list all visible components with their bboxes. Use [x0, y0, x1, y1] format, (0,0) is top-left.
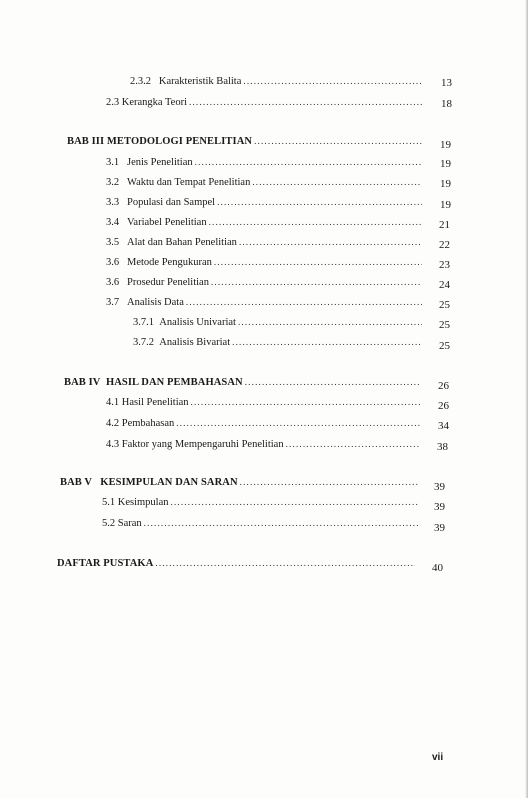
dot-leader: [243, 75, 423, 88]
toc-page-number: 21: [439, 219, 450, 231]
toc-number: BAB III: [67, 136, 105, 147]
toc-page-number: 22: [439, 239, 450, 251]
toc-title: Analisis Data: [127, 297, 184, 308]
dot-leader: [217, 196, 422, 209]
toc-entry-2-3: [106, 96, 423, 109]
toc-title: Karakteristik Balita: [158, 76, 242, 87]
toc-title: Analisis Bivariat: [159, 337, 231, 348]
toc-page-number: 38: [437, 441, 448, 453]
dot-leader: [211, 276, 422, 289]
toc-title: Kesimpulan: [117, 497, 169, 508]
toc-title: Pembahasan: [121, 418, 175, 429]
toc-title: Saran: [117, 518, 142, 529]
toc-page-number: 26: [438, 400, 449, 412]
dot-leader: [232, 336, 422, 349]
toc-chapter-bab-v: [60, 476, 418, 489]
toc-title: Populasi dan Sampel: [127, 197, 216, 208]
toc-title: Prosedur Penelitian: [127, 277, 209, 288]
toc-title: DAFTAR PUSTAKA: [57, 558, 154, 569]
toc-entry-4-2: [106, 417, 420, 430]
toc-page-number: 40: [432, 562, 443, 574]
toc-entry-3-7: [106, 296, 422, 309]
page-footer-number: vii: [432, 752, 444, 763]
toc-number: 2.3.2: [130, 76, 151, 87]
toc-page-number: 26: [438, 380, 449, 392]
toc-number: 4.3: [106, 439, 120, 450]
dot-leader: [189, 96, 423, 109]
toc-page-number: 25: [439, 340, 450, 352]
toc-page-number: 25: [439, 319, 450, 331]
toc-entry-3-4: [106, 216, 422, 229]
toc-number: 3.5: [106, 237, 120, 248]
toc-page-number: 34: [438, 420, 449, 432]
toc-number: 4.1: [106, 397, 120, 408]
toc-entry-3-3: [106, 196, 422, 209]
dot-leader: [214, 256, 422, 269]
dot-leader: [144, 517, 418, 530]
toc-title: Hasil Penelitian: [121, 397, 189, 408]
toc-number: 3.2: [106, 177, 120, 188]
dot-leader: [209, 216, 422, 229]
toc-entry-2-3-2: [130, 75, 423, 88]
dot-leader: [239, 236, 422, 249]
toc-page-number: 23: [439, 259, 450, 271]
dot-leader: [245, 376, 420, 389]
toc-number: 2.3: [106, 97, 120, 108]
toc-number: 3.3: [106, 197, 120, 208]
dot-leader: [191, 396, 420, 409]
dot-leader: [186, 296, 422, 309]
dot-leader: [176, 417, 420, 430]
toc-title: Jenis Penelitian: [127, 157, 193, 168]
dot-leader: [240, 476, 418, 489]
toc-chapter-bab-iii: [67, 135, 422, 148]
toc-title: HASIL DAN PEMBAHASAN: [105, 377, 243, 388]
toc-entry-3-7-2: [133, 336, 422, 349]
toc-number: 5.2: [102, 518, 116, 529]
toc-title: Metode Pengukuran: [127, 257, 212, 268]
toc-page-number: 39: [434, 522, 445, 534]
dot-leader: [195, 156, 422, 169]
toc-title: Kerangka Teori: [121, 97, 188, 108]
toc-number: 3.7.1: [133, 317, 154, 328]
toc-number: 3.4: [106, 217, 120, 228]
toc-chapter-daftar-pustaka: [57, 557, 415, 570]
toc-number: 3.1: [106, 157, 120, 168]
toc-page-number: 19: [440, 139, 451, 151]
toc-entry-4-1: [106, 396, 420, 409]
dot-leader: [286, 438, 420, 451]
toc-number: BAB V: [60, 477, 93, 488]
toc-title: Faktor yang Mempengaruhi Penelitian: [121, 439, 284, 450]
toc-title: Analisis Univariat: [159, 317, 236, 328]
toc-number: 3.6: [106, 277, 120, 288]
toc-number: 5.1: [102, 497, 116, 508]
toc-page-number: 39: [434, 481, 445, 493]
toc-page-number: 13: [441, 77, 452, 89]
toc-page-number: 24: [439, 279, 450, 291]
toc-entry-5-2: [102, 517, 418, 530]
toc-entry-3-1: [106, 156, 422, 169]
toc-page-number: 18: [441, 98, 452, 110]
toc-page-number: 39: [434, 501, 445, 513]
toc-title: Waktu dan Tempat Penelitian: [127, 177, 251, 188]
toc-number: 3.7.2: [133, 337, 154, 348]
dot-leader: [254, 135, 422, 148]
toc-page-number: 19: [440, 178, 451, 190]
toc-chapter-bab-iv: [64, 376, 420, 389]
toc-entry-3-2: [106, 176, 422, 189]
toc-entry-3-5: [106, 236, 422, 249]
toc-page-number: 19: [440, 158, 451, 170]
toc-number: BAB IV: [64, 377, 101, 388]
dot-leader: [155, 557, 415, 570]
toc-title: Variabel Penelitian: [127, 217, 207, 228]
toc-title: METODOLOGI PENELITIAN: [106, 136, 253, 147]
dot-leader: [252, 176, 422, 189]
toc-entry-3-6-prosedur: [106, 276, 422, 289]
toc-entry-3-7-1: [133, 316, 422, 329]
toc-number: 4.2: [106, 418, 120, 429]
toc-entry-4-3: [106, 438, 420, 451]
toc-page-number: 25: [439, 299, 450, 311]
dot-leader: [171, 496, 419, 509]
toc-entry-5-1: [102, 496, 418, 509]
toc-number: 3.6: [106, 257, 120, 268]
dot-leader: [238, 316, 422, 329]
toc-page-number: 19: [440, 199, 451, 211]
toc-title: Alat dan Bahan Penelitian: [127, 237, 237, 248]
toc-number: 3.7: [106, 297, 120, 308]
toc-entry-3-6-metode: [106, 256, 422, 269]
toc-title: KESIMPULAN DAN SARAN: [100, 477, 238, 488]
